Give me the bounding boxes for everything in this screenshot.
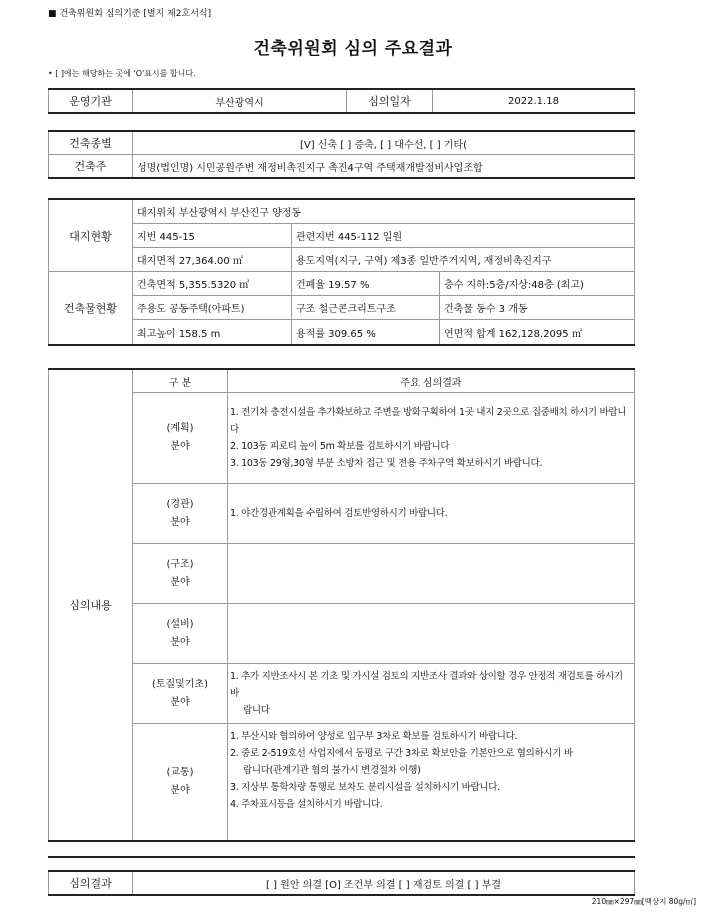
category-mechanical-name: (설비) — [166, 618, 194, 630]
result-line: 2. 103동 피로티 높이 5m 확보를 검토하시기 바랍니다 — [230, 441, 450, 452]
category-planning-suffix: 분야 — [170, 441, 190, 452]
category-traffic-name: (교통) — [166, 767, 194, 778]
result-line: 3. 지상부 통학차량 통행로 보차도 분리시설을 설치하시기 바랍니다. — [230, 782, 500, 793]
category-structure-name: (구조) — [166, 558, 194, 570]
result-structure — [228, 544, 635, 604]
coverage-ratio: 건폐율 19.57 % — [292, 272, 440, 296]
result-line: 1. 야간경관계획을 수립하여 검토반영하시기 바랍니다. — [230, 508, 448, 519]
site-location: 대지위치 부산광역시 부산진구 양정동 — [133, 199, 635, 224]
page-title: 건축위원회 심의 주요결과 — [253, 39, 453, 59]
review-label: 심의내용 — [49, 369, 133, 841]
category-landscape-suffix: 분야 — [170, 516, 190, 528]
result-mechanical — [228, 604, 635, 664]
result-geotech — [228, 664, 635, 724]
building-count: 건축물 동수 3 개동 — [440, 296, 635, 320]
decision-value: [ ] 원안 의결 [O] 조건부 의결 [ ] 재검토 의결 [ ] 부결 — [133, 871, 635, 895]
floors: 층수 지하:5층/지상:48층 (최고) — [440, 272, 635, 296]
category-geotech — [133, 664, 228, 724]
site-lot: 지번 445-15 — [133, 224, 292, 248]
total-floor-area: 연면적 합계 162,128.2095 ㎡ — [440, 320, 635, 346]
result-table — [48, 870, 635, 896]
category-structure-suffix: 분야 — [170, 576, 190, 588]
form-header-note: ■ 건축위원회 심의기준 [별지 제2호서식] — [48, 9, 212, 19]
instruction-note: • [ ]에는 해당하는 곳에 'O'표시를 합니다. — [48, 69, 196, 78]
category-landscape — [133, 484, 228, 544]
category-planning-name: (계획) — [166, 423, 194, 434]
org-table — [48, 88, 635, 114]
category-mechanical — [133, 604, 228, 664]
result-line: 1. 전기차 충전시설을 추가확보하고 주변을 방화구획하여 1곳 내지 2곳으로 집중배치 하시기 바랍니다 — [230, 407, 627, 435]
result-line: 1. 추가 지반조사시 본 기초 및 가시설 검토의 지반조사 결과와 상이할 경우 안정적 재검토를 하시기 바 — [230, 671, 623, 699]
result-header: 주요 심의결과 — [228, 369, 635, 393]
category-geotech-name: (토질및기초) — [151, 678, 209, 690]
decision-label: 심의결과 — [49, 871, 133, 895]
date-label: 심의일자 — [347, 89, 433, 113]
category-traffic-suffix: 분야 — [170, 785, 190, 796]
paper-size-note: 210㎜×297㎜[백상지 80g/㎡] — [591, 897, 696, 906]
site-area: 대지면적 27,364.00 ㎡ — [133, 248, 292, 272]
result-line: 2. 중로 2-519호선 사업지에서 동평로 구간 3차로 확보안을 기본안으로 협의하시기 바 — [230, 748, 573, 759]
category-mechanical-suffix: 분야 — [170, 636, 190, 648]
result-line: 4. 주차표시등을 설치하시기 바랍니다. — [230, 799, 383, 810]
category-geotech-suffix: 분야 — [170, 696, 190, 708]
result-landscape — [228, 484, 635, 544]
type-owner-table — [48, 130, 635, 179]
owner-label: 건축주 — [49, 155, 133, 179]
result-line: 1. 부산시와 협의하여 양성로 입구부 3차로 확보를 검토하시기 바랍니다. — [230, 731, 518, 742]
floor-area-ratio: 용적률 309.65 % — [292, 320, 440, 346]
site-zoning: 용도지역(지구, 구역) 제3종 일반주거지역, 재정비촉진지구 — [292, 248, 635, 272]
result-line: 랍니다 — [243, 705, 270, 716]
date-value: 2022.1.18 — [433, 89, 635, 113]
org-value: 부산광역시 — [133, 89, 347, 113]
building-area: 건축면적 5,355.5320 ㎡ — [133, 272, 292, 296]
category-header: 구 분 — [133, 369, 228, 393]
category-landscape-name: (경관) — [166, 498, 194, 510]
structure: 구조 철근콘크리트구조 — [292, 296, 440, 320]
review-table — [48, 368, 635, 842]
result-line: 랍니다(관계기관 협의 불가시 변경절차 이행) — [243, 765, 421, 776]
org-label: 운영기관 — [49, 89, 133, 113]
site-related-lot: 관련지번 445-112 일원 — [292, 224, 635, 248]
category-structure — [133, 544, 228, 604]
site-label: 대지현황 — [49, 199, 133, 272]
building-label: 건축물현황 — [49, 272, 133, 346]
building-type-value: [V] 신축 [ ] 증축, [ ] 대수선, [ ] 기타( — [133, 131, 635, 155]
result-traffic — [228, 724, 635, 842]
max-height: 최고높이 158.5 m — [133, 320, 292, 346]
result-line: 3. 103동 29형,30형 부분 소방차 접근 및 전용 주차구역 확보하시기 바랍니다. — [230, 458, 543, 469]
section-divider — [48, 856, 635, 858]
site-building-table — [48, 198, 635, 346]
building-type-label: 건축종별 — [49, 131, 133, 155]
category-planning — [133, 393, 228, 484]
category-traffic — [133, 724, 228, 842]
main-use: 주용도 공동주택(아파트) — [133, 296, 292, 320]
result-planning — [228, 393, 635, 484]
owner-value: 성명(법인명) 시민공원주변 재정비촉진지구 촉진4구역 주택재개발정비사업조합 — [133, 155, 635, 179]
